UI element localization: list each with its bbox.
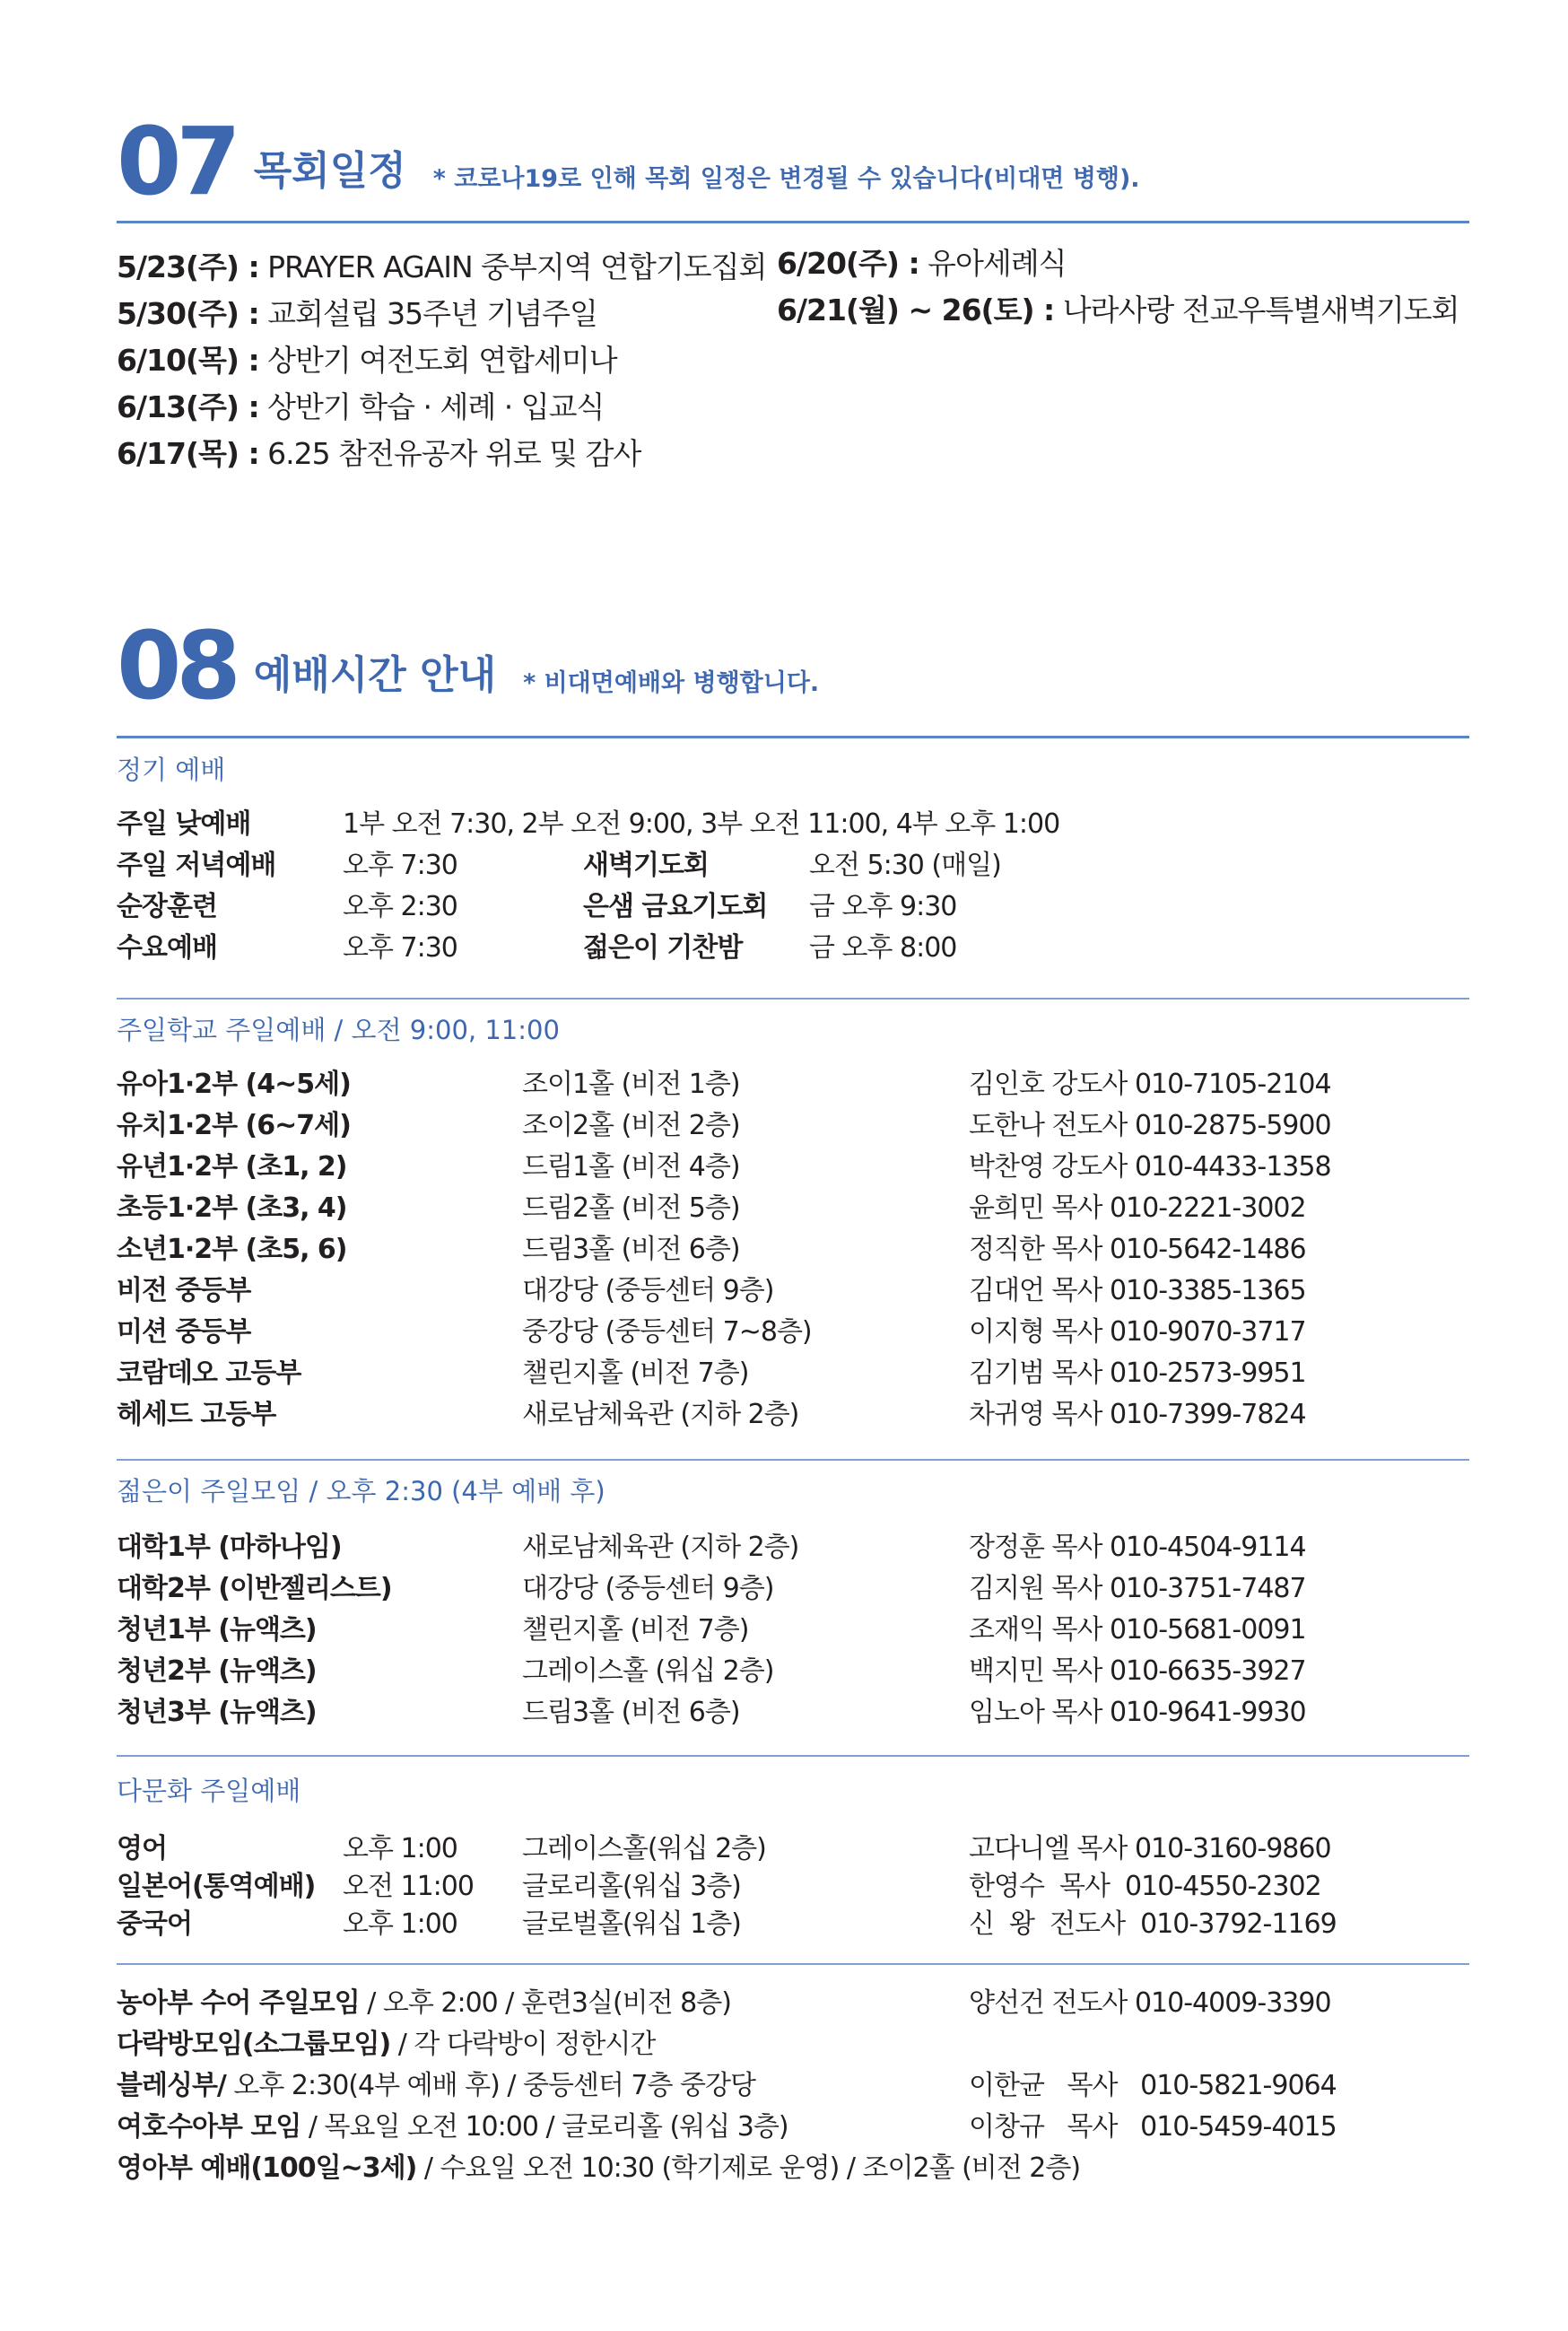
- schedule-item: 5/30(주) : 교회설립 35주년 기념주일: [117, 296, 597, 331]
- section-number: 08: [117, 611, 236, 720]
- section-08-header: [117, 611, 820, 720]
- section-title: 예배시간 안내: [253, 652, 497, 698]
- subsection-heading: 정기 예배: [117, 755, 226, 785]
- divider: [117, 221, 1469, 223]
- section-title: 목회일정: [253, 148, 406, 194]
- subsection-heading: 젊은이 주일모임 / 오후 2:30 (4부 예배 후): [117, 1476, 605, 1506]
- schedule-item: 6/21(월) ~ 26(토) : 나라사랑 전교우특별새벽기도회: [777, 292, 1459, 327]
- section-number: 07: [117, 107, 236, 216]
- divider: [117, 998, 1469, 1000]
- schedule-item: 6/20(주) : 유아세례식: [777, 246, 1067, 281]
- section-note: * 코로나19로 인해 목회 일정은 변경될 수 있습니다(비대면 병행).: [432, 165, 1140, 193]
- schedule-right: [777, 240, 1459, 334]
- schedule-item: 6/10(목) : 상반기 여전도회 연합세미나: [117, 343, 617, 378]
- schedule-item: 6/17(목) : 6.25 참전유공자 위로 및 감사: [117, 436, 641, 471]
- schedule-left: [117, 244, 766, 477]
- divider: [117, 1755, 1469, 1757]
- divider: [117, 736, 1469, 738]
- schedule-item: 6/13(주) : 상반기 학습 · 세례 · 입교식: [117, 389, 605, 424]
- subsection-heading: 주일학교 주일예배 / 오전 9:00, 11:00: [117, 1015, 560, 1045]
- section-07-header: [117, 107, 1140, 216]
- divider: [117, 1963, 1469, 1965]
- divider: [117, 1459, 1469, 1461]
- schedule-item: 5/23(주) : PRAYER AGAIN 중부지역 연합기도집회: [117, 249, 767, 284]
- subsection-heading: 다문화 주일예배: [117, 1776, 301, 1806]
- section-note: * 비대면예배와 병행합니다.: [523, 669, 820, 697]
